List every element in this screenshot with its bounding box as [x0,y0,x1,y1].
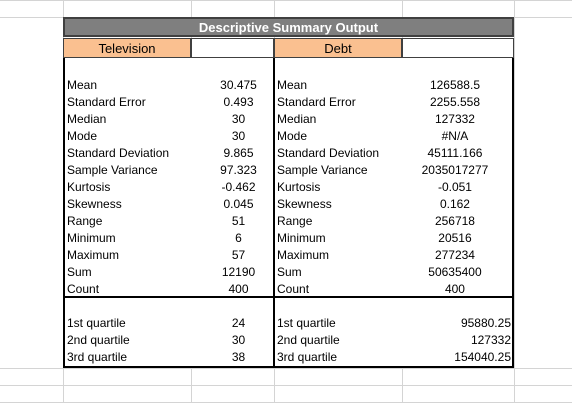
gridline [0,368,572,369]
stat-value: 30.475 [220,78,257,92]
debt-header[interactable]: Debt [274,38,402,58]
stat-row[interactable] [275,162,512,179]
quartile-row[interactable] [65,349,273,366]
stat-row[interactable] [275,179,512,196]
quartile-label: 2nd quartile [277,333,340,347]
television-panel [63,58,274,368]
section-divider [275,296,512,298]
stat-value: 51 [231,214,246,228]
quartile-row[interactable] [275,315,512,332]
stat-row[interactable] [275,94,512,111]
stat-row[interactable] [65,145,273,162]
stat-label: Count [67,282,100,296]
debt-panel [274,58,514,368]
stat-row[interactable] [65,247,273,264]
stat-label: Range [67,214,103,228]
stat-value: 97.323 [220,163,257,177]
stat-value: #N/A [441,129,469,143]
stat-label: Median [67,112,107,126]
stat-row[interactable] [275,145,512,162]
stat-row[interactable] [65,111,273,128]
stat-value: -0.051 [437,180,472,194]
quartile-row[interactable] [275,349,512,366]
stat-label: Skewness [277,197,332,211]
debt-quartiles [275,315,512,366]
stat-value: 126588.5 [429,78,480,92]
stat-value: 57 [231,248,246,262]
stat-label: Median [277,112,317,126]
stat-row[interactable] [65,162,273,179]
section-divider [65,296,273,298]
quartile-value: 95880.25 [460,316,511,330]
stat-value: -0.462 [221,180,256,194]
stat-row[interactable] [65,230,273,247]
stat-row[interactable] [275,196,512,213]
stat-label: Skewness [67,197,122,211]
stat-label: Count [277,282,310,296]
stat-row[interactable] [65,179,273,196]
stat-label: Standard Deviation [277,146,380,160]
stat-label: Kurtosis [277,180,321,194]
stat-row[interactable] [65,77,273,94]
stat-value: 256718 [434,214,475,228]
quartile-label: 1st quartile [67,316,126,330]
stat-row[interactable] [65,196,273,213]
stat-label: Minimum [277,231,326,245]
stat-value: 2255.558 [429,95,480,109]
stat-label: Minimum [67,231,116,245]
gridline [0,0,572,1]
quartile-value: 30 [231,333,246,347]
television-stats [65,77,273,298]
stat-row[interactable] [275,77,512,94]
debt-header-blank[interactable] [402,38,514,58]
stat-row[interactable] [65,94,273,111]
quartile-label: 3rd quartile [277,350,338,364]
stat-label: Sum [277,265,302,279]
debt-stats [275,77,512,298]
quartile-value: 127332 [470,333,511,347]
stat-label: Mean [277,78,308,92]
stat-label: Sum [67,265,92,279]
quartile-label: 2nd quartile [67,333,130,347]
stat-value: 277234 [434,248,475,262]
stat-row[interactable] [65,213,273,230]
stat-value: 30 [231,129,246,143]
quartile-row[interactable] [65,315,273,332]
stat-row[interactable] [275,128,512,145]
quartile-label: 1st quartile [277,316,336,330]
stat-value: 9.865 [223,146,254,160]
stat-value: 400 [228,282,249,296]
stat-row[interactable] [275,230,512,247]
stat-label: Maximum [277,248,330,262]
quartile-row[interactable] [65,332,273,349]
gridline [514,0,515,403]
stat-label: Standard Error [277,95,356,109]
stat-row[interactable] [65,264,273,281]
quartile-row[interactable] [275,332,512,349]
stat-value: 6 [235,231,242,245]
stat-label: Maximum [67,248,120,262]
television-header-blank[interactable] [191,38,274,58]
quartile-value: 24 [231,316,246,330]
stat-value: 30 [231,112,246,126]
stat-label: Range [277,214,313,228]
stat-row[interactable] [275,264,512,281]
stat-row[interactable] [65,128,273,145]
stat-value: 12190 [221,265,256,279]
gridline [0,385,572,386]
stat-row[interactable] [275,247,512,264]
stat-value: 0.045 [223,197,254,211]
stat-label: Mode [67,129,98,143]
stat-value: 2035017277 [421,163,489,177]
report-title[interactable]: Descriptive Summary Output [63,17,514,37]
stat-label: Sample Variance [67,163,158,177]
stat-value: 50635400 [428,265,482,279]
stat-label: Kurtosis [67,180,111,194]
stat-row[interactable] [275,111,512,128]
stat-label: Mean [67,78,98,92]
stat-value: 45111.166 [427,146,483,160]
stat-label: Standard Error [67,95,146,109]
stat-value: 0.162 [439,197,470,211]
quartile-value: 154040.25 [454,350,511,364]
stat-value: 20516 [438,231,472,245]
quartile-value: 38 [231,350,246,364]
television-quartiles [65,315,273,366]
stat-value: 400 [444,282,465,296]
quartile-label: 3rd quartile [67,350,128,364]
stat-value: 127332 [434,112,475,126]
television-header[interactable]: Television [63,38,191,58]
stat-label: Mode [277,129,308,143]
stat-label: Standard Deviation [67,146,170,160]
stat-label: Sample Variance [277,163,368,177]
stat-row[interactable] [275,213,512,230]
stat-value: 0.493 [223,95,254,109]
